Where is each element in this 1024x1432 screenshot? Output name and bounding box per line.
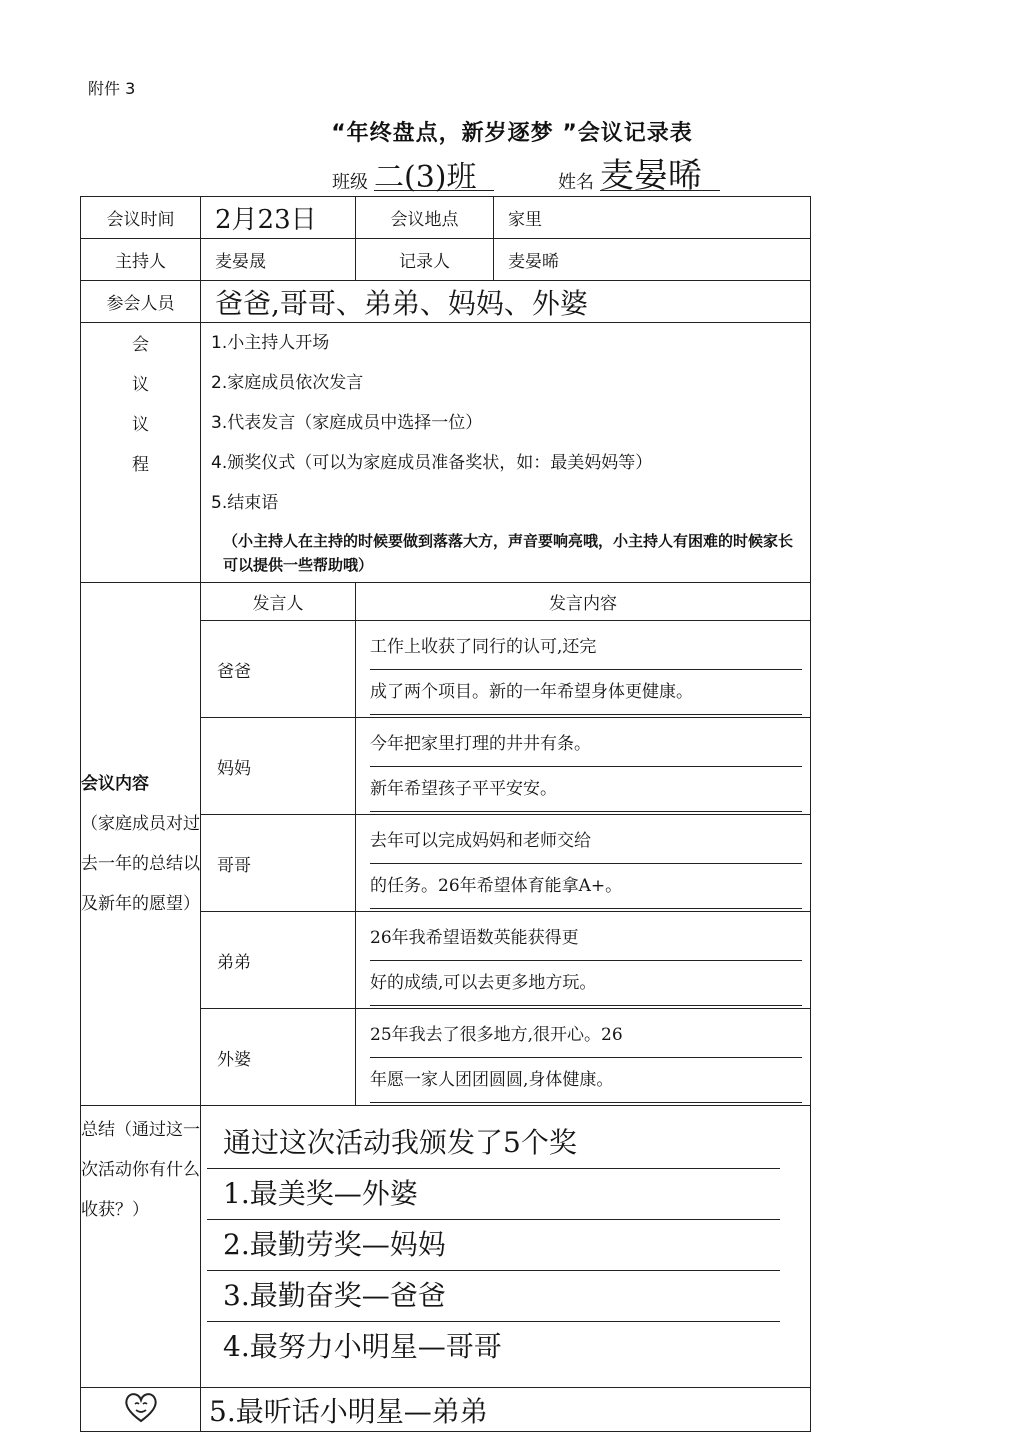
meeting-time-label: 会议时间 [81, 197, 201, 239]
speech-header: 发言内容 [356, 583, 811, 621]
speaker-header: 发言人 [201, 583, 356, 621]
meeting-content-desc: （家庭成员对过去一年的总结以及新年的愿望） [81, 814, 200, 914]
speech-line: 25年我去了很多地方,很开心。26 [370, 1013, 802, 1058]
speech-content [356, 815, 811, 912]
agenda-label-char: 程 [132, 455, 149, 475]
recorder-label: 记录人 [356, 239, 494, 281]
agenda-label-char: 议 [132, 375, 149, 395]
agenda-label [81, 323, 201, 583]
speech-content [356, 718, 811, 815]
meeting-time-value: 2月23日 [201, 197, 356, 239]
speech-content [356, 912, 811, 1009]
meeting-place-label: 会议地点 [356, 197, 494, 239]
speech-content [356, 1009, 811, 1106]
summary-line: 4.最努力小明星—哥哥 [223, 1330, 502, 1363]
heart-drawing [121, 1390, 161, 1424]
speaker-name: 弟弟 [201, 912, 356, 1009]
summary-line: 3.最勤奋奖—爸爸 [207, 1271, 780, 1322]
speaker-name: 妈妈 [201, 718, 356, 815]
name-value: 麦晏晞 [600, 148, 720, 191]
class-value: 二(3)班 [374, 152, 494, 191]
agenda-label-char: 议 [132, 415, 149, 435]
agenda-note: （小主持人在主持的时候要做到落落大方，声音要响亮哦，小主持人有困难的时候家长可以提供一些帮助哦） [223, 532, 794, 574]
meeting-place-value: 家里 [494, 197, 811, 239]
agenda-item: 5.结束语 [211, 493, 279, 513]
attendees-label: 参会人员 [81, 281, 201, 323]
host-label: 主持人 [81, 239, 201, 281]
speech-line: 的任务。26年希望体育能拿A+。 [370, 864, 802, 909]
speech-line: 工作上收获了同行的认可,还完 [370, 625, 802, 670]
speaker-name: 哥哥 [201, 815, 356, 912]
speaker-name: 爸爸 [201, 621, 356, 718]
heart-icon [81, 1388, 201, 1432]
summary-content [201, 1106, 811, 1388]
meeting-content-label [81, 583, 201, 1106]
attachment-label: 附件 3 [88, 79, 136, 98]
agenda-item: 2.家庭成员依次发言 [211, 373, 364, 393]
name-label: 姓名 [558, 172, 594, 193]
speech-line: 新年希望孩子平平安安。 [370, 767, 802, 812]
last-award-line: 5.最听话小明星—弟弟 [201, 1388, 811, 1432]
speech-line: 年愿一家人团团圆圆,身体健康。 [370, 1058, 802, 1103]
summary-line: 通过这次活动我颁发了5个奖 [207, 1118, 780, 1169]
agenda-label-char: 会 [132, 335, 149, 355]
host-value: 麦晏晟 [201, 239, 356, 281]
speech-content [356, 621, 811, 718]
agenda-item: 3.代表发言（家庭成员中选择一位） [211, 413, 483, 433]
speaker-name: 外婆 [201, 1009, 356, 1106]
agenda-item: 1.小主持人开场 [211, 333, 330, 353]
speech-line: 去年可以完成妈妈和老师交给 [370, 819, 802, 864]
summary-label: 总结（通过这一次活动你有什么收获？） [81, 1106, 201, 1388]
agenda-items [201, 323, 811, 583]
form-title: “年终盘点，新岁逐梦 ”会议记录表 [331, 121, 693, 146]
summary-line: 1.最美奖—外婆 [207, 1169, 780, 1220]
meeting-record-table [80, 196, 811, 1432]
speech-line: 成了两个项目。新的一年希望身体更健康。 [370, 670, 802, 715]
summary-line: 2.最勤劳奖—妈妈 [207, 1220, 780, 1271]
speech-line: 今年把家里打理的井井有条。 [370, 722, 802, 767]
recorder-value: 麦晏晞 [494, 239, 811, 281]
speech-line: 26年我希望语数英能获得更 [370, 916, 802, 961]
agenda-item: 4.颁奖仪式（可以为家庭成员准备奖状，如：最美妈妈等） [211, 453, 653, 473]
meeting-content-heading: 会议内容 [81, 774, 149, 794]
speech-line: 好的成绩,可以去更多地方玩。 [370, 961, 802, 1006]
class-label: 班级 [332, 172, 368, 193]
attendees-value: 爸爸,哥哥、弟弟、妈妈、外婆 [201, 281, 811, 323]
